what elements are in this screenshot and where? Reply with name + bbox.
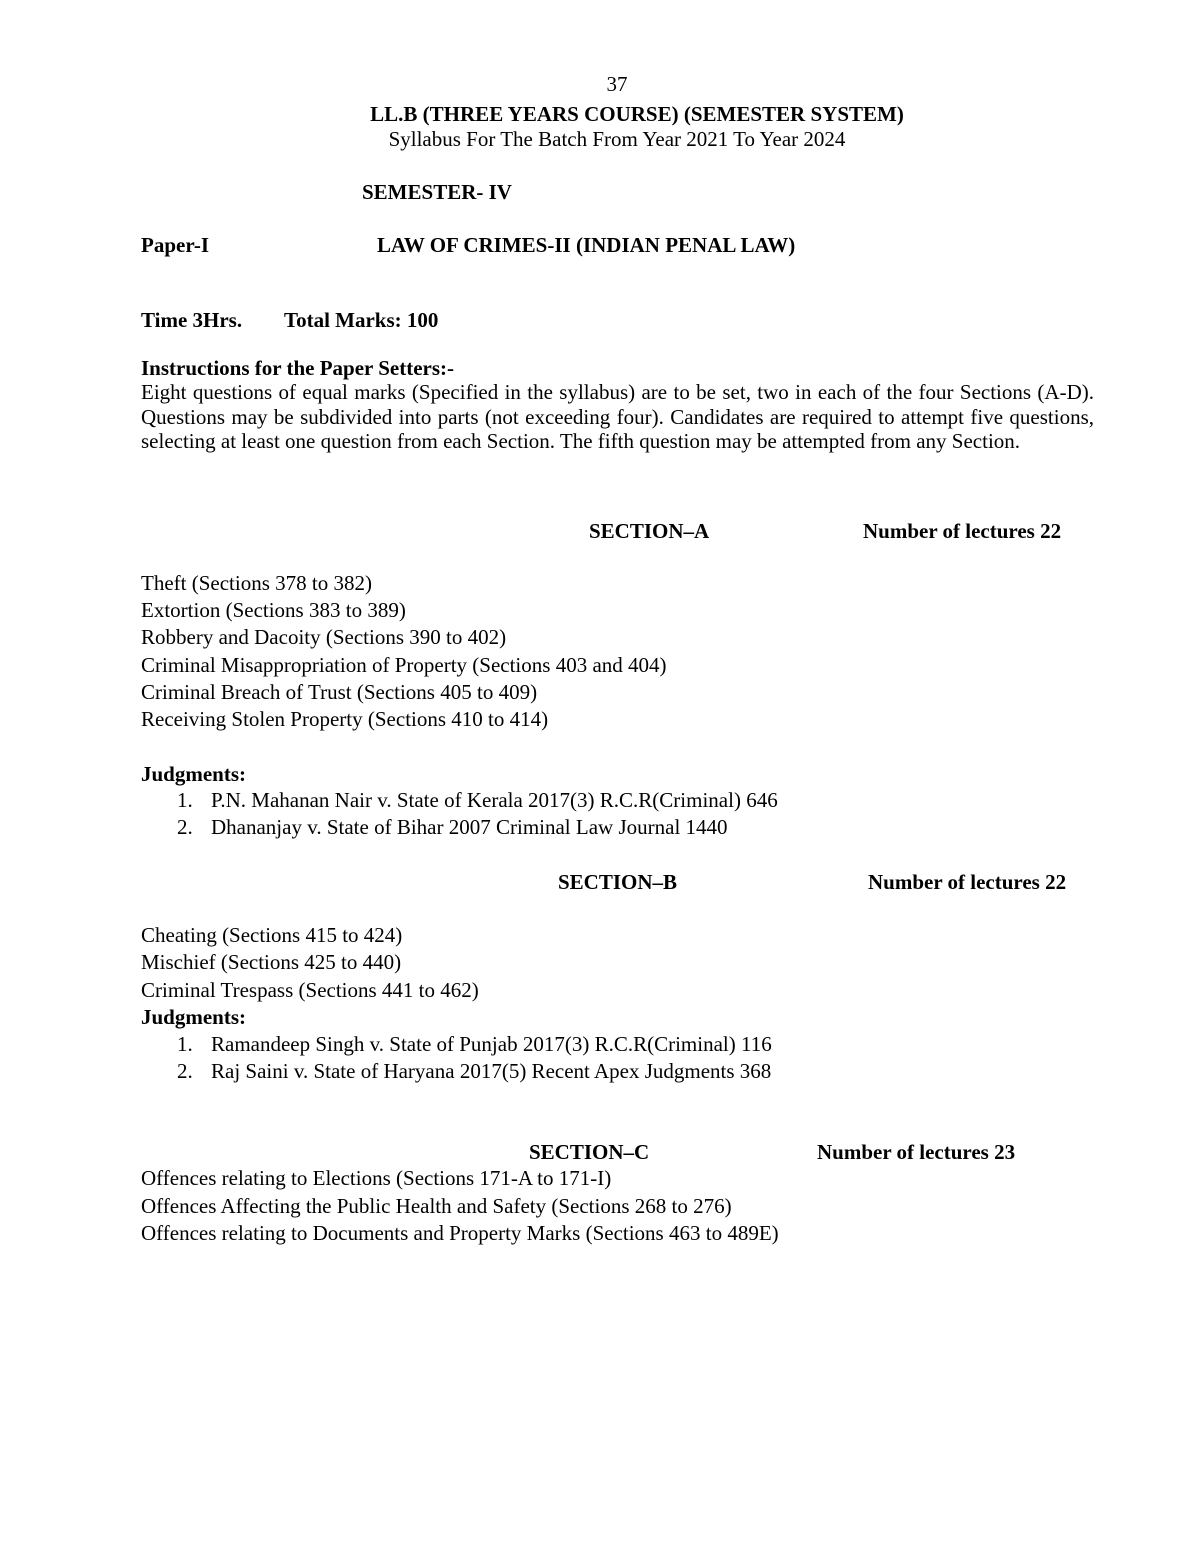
semester-heading: SEMESTER- IV (362, 180, 512, 204)
section-a-topic: Criminal Misappropriation of Property (Sections 403 and 404) (141, 653, 667, 677)
judgment-number: 2. (177, 815, 193, 839)
instructions-text: Eight questions of equal marks (Specified in the syllabus) are to be set, two in each of the four Sections (A-D). Questions may be subdivided into parts (not exceeding four). Candidates are required to attempt five questions, selecting at least one question from each Section. The fifth question may be attempted from any Section. (141, 380, 1094, 453)
section-c-topic: Offences Affecting the Public Health and Safety (Sections 268 to 276) (141, 1194, 732, 1218)
judgment-item: Raj Saini v. State of Haryana 2017(5) Recent Apex Judgments 368 (211, 1059, 772, 1083)
section-a-topic: Theft (Sections 378 to 382) (141, 571, 372, 595)
section-c-topic: Offences relating to Elections (Sections 171-A to 171-I) (141, 1166, 612, 1190)
section-b-judgments-heading: Judgments: (141, 1005, 247, 1029)
section-b-topic: Criminal Trespass (Sections 441 to 462) (141, 978, 479, 1002)
judgment-number: 1. (177, 788, 193, 812)
section-b-heading: SECTION–B (558, 870, 678, 894)
section-c-heading: SECTION–C (529, 1140, 650, 1164)
paper-title: LAW OF CRIMES-II (INDIAN PENAL LAW) (377, 233, 796, 257)
judgment-item: P.N. Mahanan Nair v. State of Kerala 2017(3) R.C.R(Criminal) 646 (211, 788, 778, 812)
time-label: Time 3Hrs. (141, 308, 243, 332)
section-b-topic: Mischief (Sections 425 to 440) (141, 950, 402, 974)
section-c-lectures: Number of lectures 23 (817, 1140, 1016, 1164)
section-b-lectures: Number of lectures 22 (868, 870, 1067, 894)
judgment-item: Ramandeep Singh v. State of Punjab 2017(3) R.C.R(Criminal) 116 (211, 1032, 772, 1056)
judgment-number: 1. (177, 1032, 193, 1056)
instructions-heading: Instructions for the Paper Setters:- (141, 356, 455, 380)
section-a-topic: Extortion (Sections 383 to 389) (141, 598, 406, 622)
section-a-topic: Robbery and Dacoity (Sections 390 to 402) (141, 625, 507, 649)
section-a-heading: SECTION–A (589, 519, 710, 543)
total-marks: Total Marks: 100 (284, 308, 439, 332)
section-b-topic: Cheating (Sections 415 to 424) (141, 923, 403, 947)
section-a-topic: Receiving Stolen Property (Sections 410 to 414) (141, 707, 549, 731)
section-c-topic: Offences relating to Documents and Property Marks (Sections 463 to 489E) (141, 1221, 779, 1245)
judgment-item: Dhananjay v. State of Bihar 2007 Criminal Law Journal 1440 (211, 815, 728, 839)
section-a-lectures: Number of lectures 22 (863, 519, 1062, 543)
judgment-number: 2. (177, 1059, 193, 1083)
paper-label: Paper-I (141, 233, 210, 257)
course-title: LL.B (THREE YEARS COURSE) (SEMESTER SYSTEM) (370, 102, 904, 126)
batch-line: Syllabus For The Batch From Year 2021 To Year 2024 (388, 127, 846, 151)
page-number: 37 (606, 72, 628, 96)
section-a-judgments-heading: Judgments: (141, 762, 247, 786)
section-a-topic: Criminal Breach of Trust (Sections 405 to 409) (141, 680, 538, 704)
